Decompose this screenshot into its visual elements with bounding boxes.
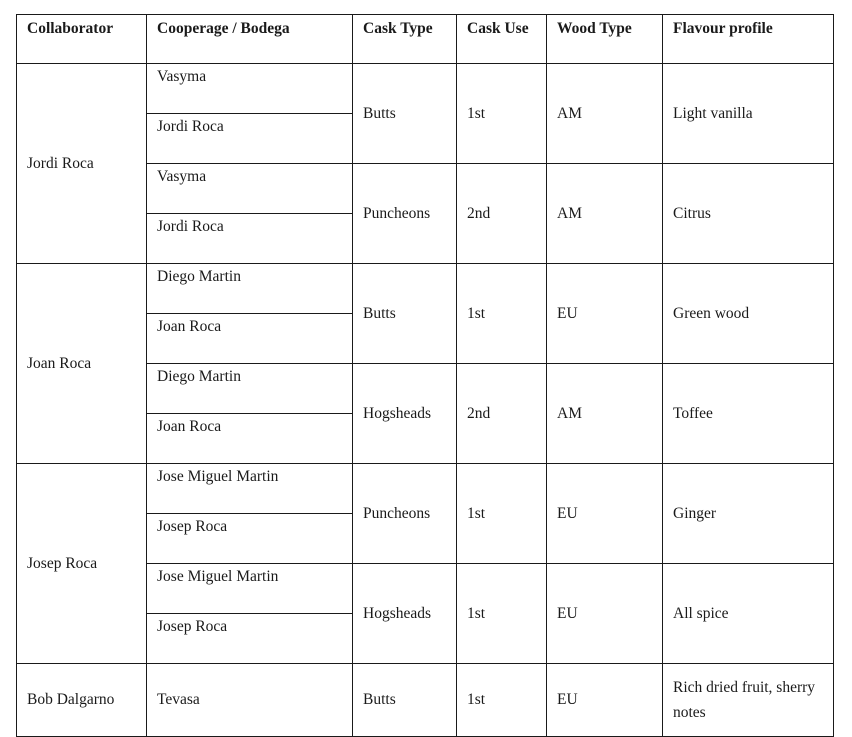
cask-type-cell: Butts	[353, 64, 457, 164]
header-row	[17, 15, 834, 64]
cooperage-cell: Tevasa	[147, 664, 353, 737]
cask-type-cell: Puncheons	[353, 164, 457, 264]
collaborator-cell: Joan Roca	[17, 264, 147, 464]
flavour-cell: All spice	[663, 564, 834, 664]
flavour-cell: Toffee	[663, 364, 834, 464]
cooperage-cell: Diego Martin	[147, 364, 353, 414]
header-cooperage: Cooperage / Bodega	[147, 15, 353, 64]
flavour-cell: Rich dried fruit, sherry notes	[663, 664, 834, 737]
cask-type-cell: Puncheons	[353, 464, 457, 564]
cask-use-cell: 1st	[457, 264, 547, 364]
wood-type-cell: AM	[547, 64, 663, 164]
cooperage-cell: Joan Roca	[147, 414, 353, 464]
cooperage-cell: Josep Roca	[147, 514, 353, 564]
header-cask-type: Cask Type	[353, 15, 457, 64]
wood-type-cell: AM	[547, 364, 663, 464]
cask-type-cell: Hogsheads	[353, 564, 457, 664]
cooperage-cell: Jordi Roca	[147, 214, 353, 264]
flavour-cell: Citrus	[663, 164, 834, 264]
cooperage-cell: Jordi Roca	[147, 114, 353, 164]
wood-type-cell: EU	[547, 264, 663, 364]
flavour-cell: Ginger	[663, 464, 834, 564]
collaborator-cell: Jordi Roca	[17, 64, 147, 264]
cask-use-cell: 1st	[457, 664, 547, 737]
cooperage-cell: Joan Roca	[147, 314, 353, 364]
cooperage-cell: Jose Miguel Martin	[147, 464, 353, 514]
table-row	[17, 464, 834, 514]
cask-use-cell: 2nd	[457, 164, 547, 264]
cooperage-cell: Vasyma	[147, 164, 353, 214]
table-row	[17, 264, 834, 314]
header-cask-use: Cask Use	[457, 15, 547, 64]
cask-type-cell: Hogsheads	[353, 364, 457, 464]
collaborator-cell: Josep Roca	[17, 464, 147, 664]
wood-type-cell: EU	[547, 564, 663, 664]
table-row	[17, 64, 834, 114]
cask-use-cell: 1st	[457, 64, 547, 164]
cask-table	[16, 14, 834, 737]
collaborator-cell: Bob Dalgarno	[17, 664, 147, 737]
wood-type-cell: EU	[547, 464, 663, 564]
flavour-cell: Light vanilla	[663, 64, 834, 164]
cask-use-cell: 1st	[457, 464, 547, 564]
wood-type-cell: AM	[547, 164, 663, 264]
flavour-cell: Green wood	[663, 264, 834, 364]
cask-use-cell: 2nd	[457, 364, 547, 464]
wood-type-cell: EU	[547, 664, 663, 737]
cooperage-cell: Diego Martin	[147, 264, 353, 314]
cask-type-cell: Butts	[353, 264, 457, 364]
header-collaborator: Collaborator	[17, 15, 147, 64]
cask-use-cell: 1st	[457, 564, 547, 664]
header-wood-type: Wood Type	[547, 15, 663, 64]
cooperage-cell: Jose Miguel Martin	[147, 564, 353, 614]
header-flavour-profile: Flavour profile	[663, 15, 834, 64]
cask-type-cell: Butts	[353, 664, 457, 737]
table-row	[17, 664, 834, 737]
cooperage-cell: Vasyma	[147, 64, 353, 114]
cooperage-cell: Josep Roca	[147, 614, 353, 664]
